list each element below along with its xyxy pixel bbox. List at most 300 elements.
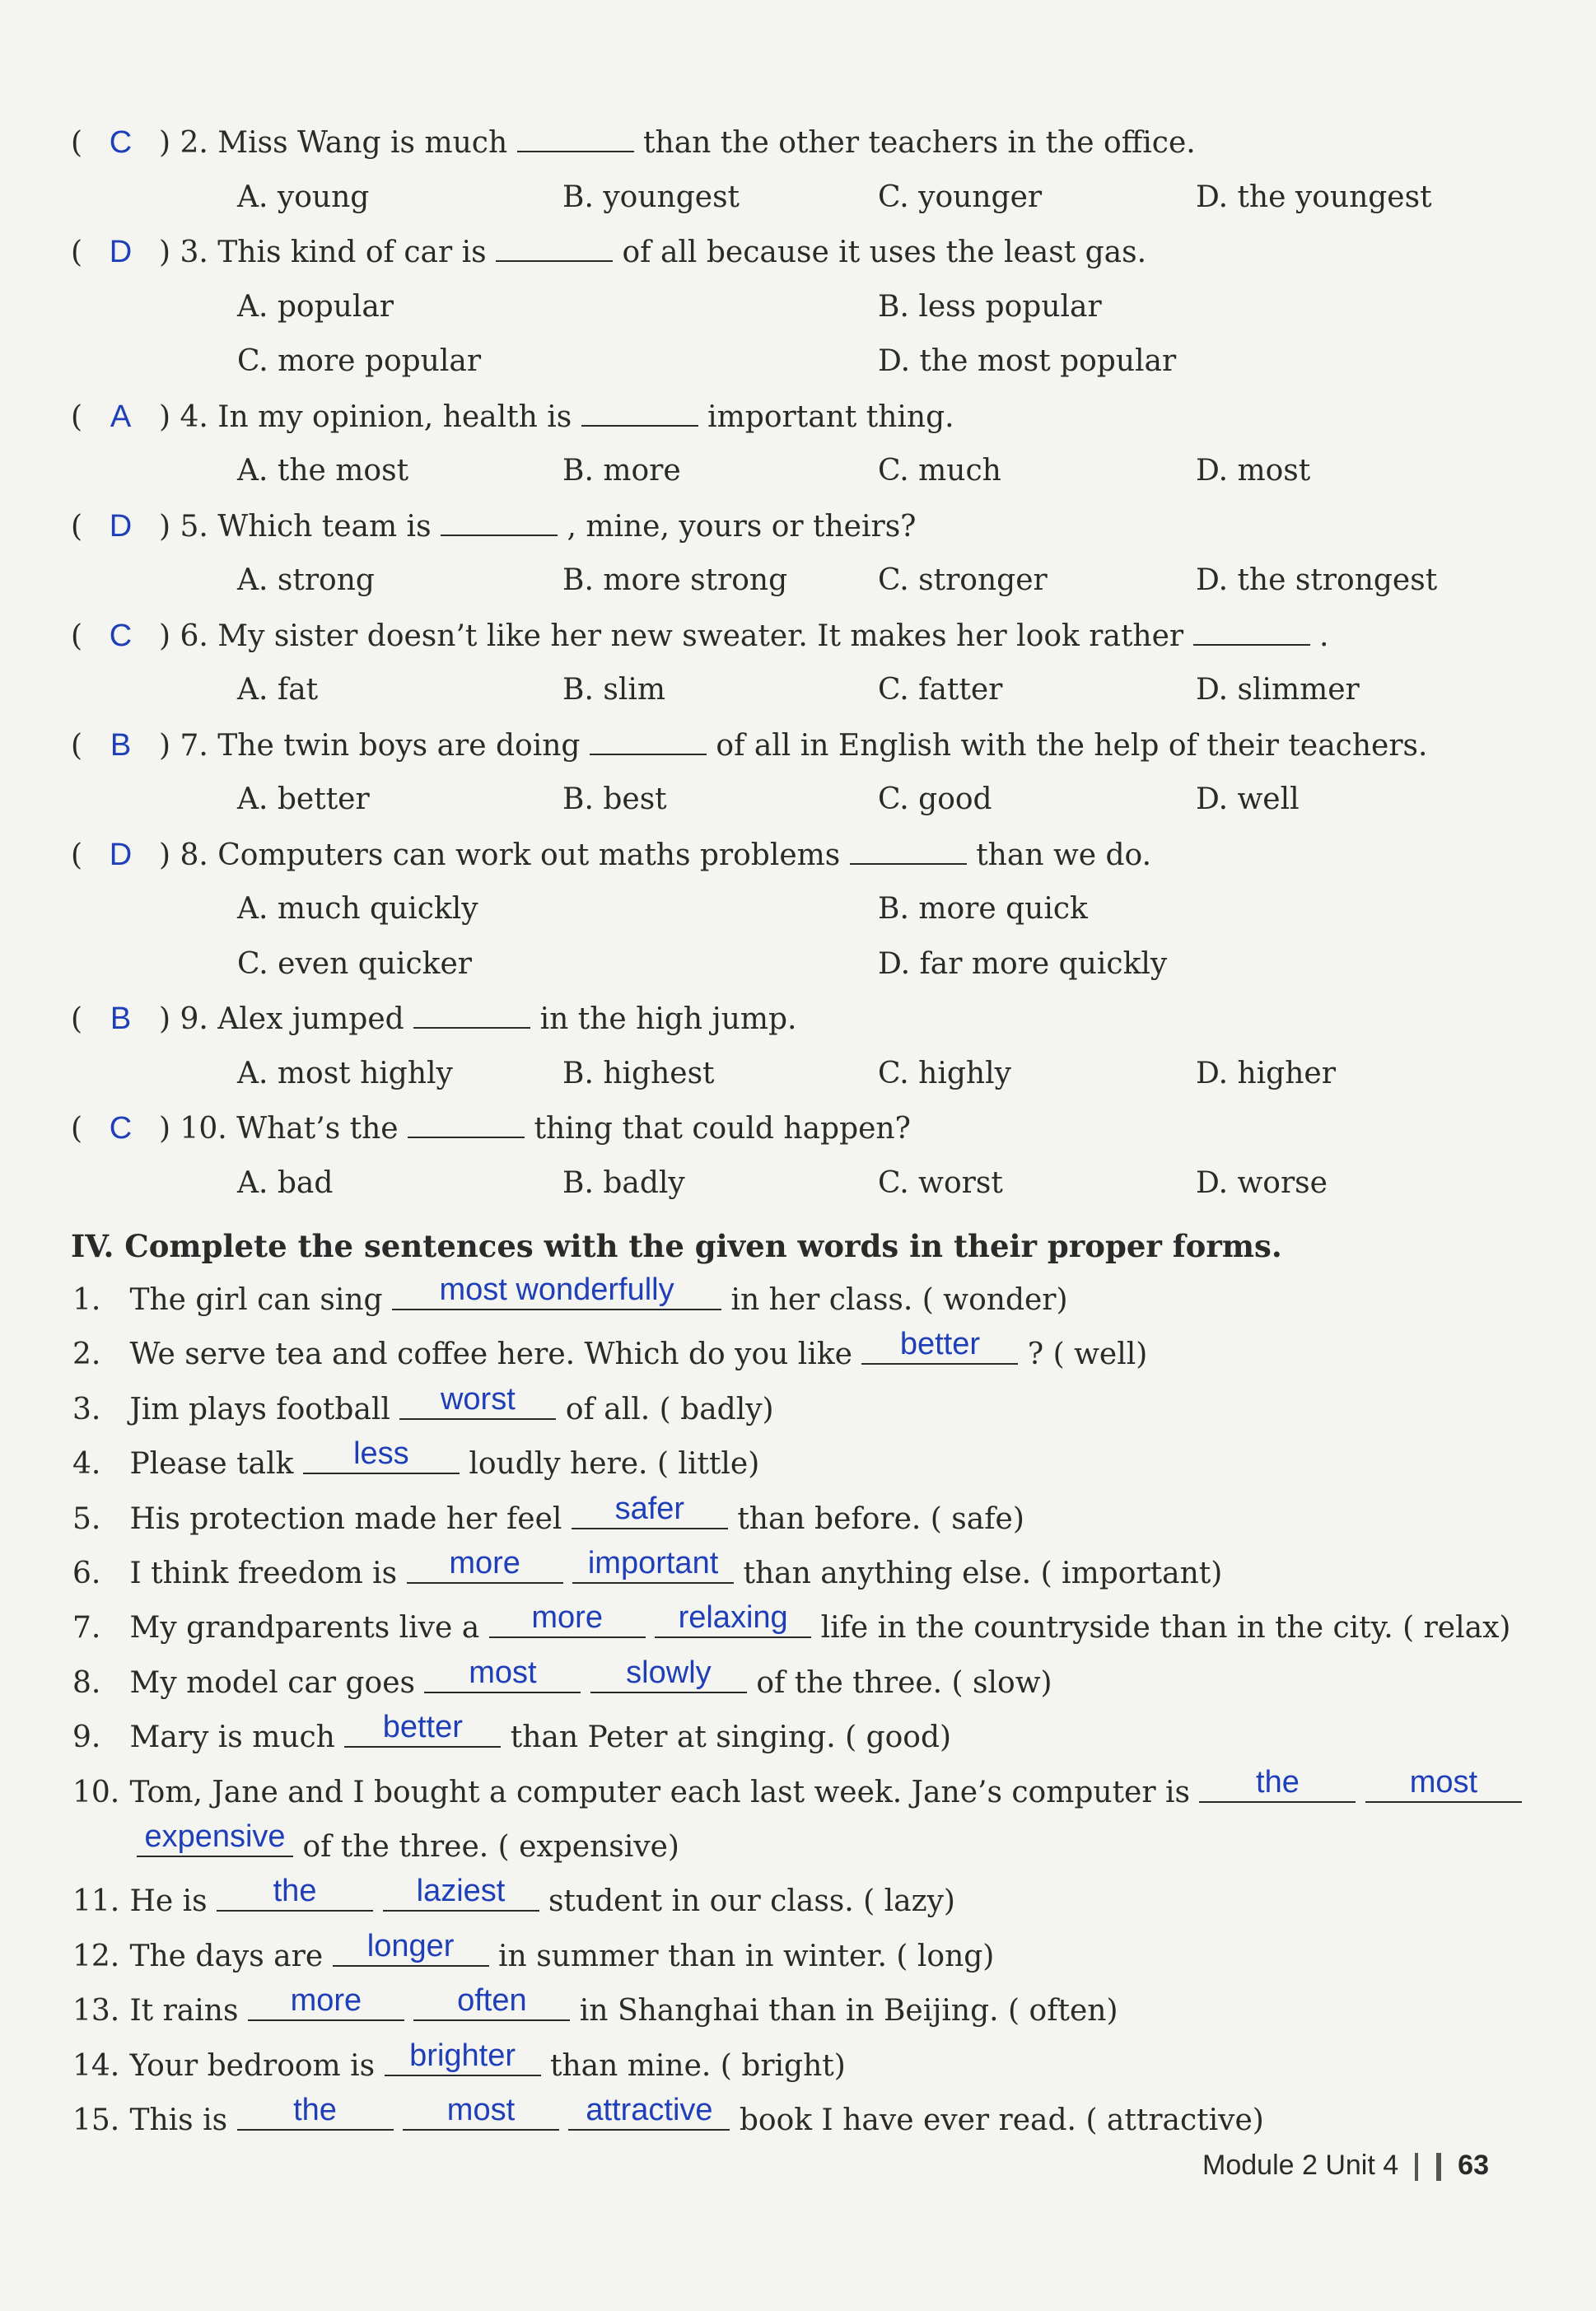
spacer <box>415 1666 424 1700</box>
spacer <box>120 1393 129 1426</box>
spacer <box>646 1611 655 1645</box>
question-spacer <box>208 619 217 653</box>
sentence-text-post: book I have ever read. ( attractive) <box>739 2103 1264 2137</box>
answer-fill <box>333 1928 489 1967</box>
spacer <box>707 729 716 763</box>
sentence-text-post: loudly here. ( little) <box>469 1447 760 1482</box>
question-line <box>71 998 797 1040</box>
question-spacer <box>208 126 217 160</box>
sentence-text-post: than anything else. ( important) <box>743 1557 1223 1590</box>
option: D. well <box>1196 782 1300 816</box>
spacer <box>563 1557 572 1590</box>
spacer <box>1190 1776 1199 1809</box>
spacer <box>539 1884 548 1918</box>
sentence-text-pre: This is <box>129 2103 228 2137</box>
answer-letter: D <box>109 837 133 872</box>
answer-fill-text: less <box>353 1436 409 1472</box>
option: B. youngest <box>562 180 740 214</box>
page-number: 63 <box>1458 2150 1489 2181</box>
answer-fill <box>1365 1764 1522 1803</box>
answer-paren-close: ) <box>149 838 180 872</box>
option: C. younger <box>878 180 1043 214</box>
sentence-line <box>72 1491 1024 1540</box>
option: C. fatter <box>878 673 1003 707</box>
option: C. more popular <box>237 344 482 378</box>
question-line <box>71 506 916 548</box>
sentence-text-pre: Jim plays football <box>129 1392 390 1426</box>
answer-fill-text: most wonderfully <box>439 1272 674 1307</box>
sentence-line <box>72 2093 1264 2141</box>
sentence-number: 15. <box>72 2103 120 2137</box>
question-number: 9. <box>180 1002 208 1036</box>
answer-fill-text: worst <box>440 1381 516 1417</box>
answer-paren-open: ( <box>71 126 92 160</box>
spacer <box>120 1994 129 2028</box>
question-number: 2. <box>180 126 208 160</box>
question-line <box>71 231 1146 273</box>
answer-fill-text: better <box>899 1327 980 1362</box>
answer-fill-text: brighter <box>409 2038 516 2073</box>
answer-blank <box>581 397 698 427</box>
answer-fill-text: safer <box>614 1491 685 1526</box>
question-line <box>71 396 954 438</box>
sentence-text-pre: His protection made her feel <box>129 1501 562 1536</box>
spacer <box>530 1002 539 1036</box>
sentence-number: 7. <box>72 1611 101 1646</box>
option: D. the strongest <box>1196 563 1438 597</box>
question-spacer <box>208 510 217 544</box>
spacer <box>335 1720 344 1754</box>
answer-fill <box>489 1600 646 1638</box>
answer-letter: C <box>109 125 133 160</box>
option: B. best <box>562 782 667 816</box>
spacer <box>479 1611 488 1645</box>
answer-paren-open: ( <box>71 619 92 653</box>
question-number: 7. <box>180 728 208 763</box>
sentence-number: 9. <box>72 1720 101 1755</box>
answer-fill-text: important <box>587 1546 719 1580</box>
spacer <box>556 1393 565 1426</box>
sentence-line <box>72 1546 1223 1594</box>
spacer <box>728 1502 737 1536</box>
sentence-line <box>72 1764 1522 1814</box>
sentence-number: 14. <box>72 2048 120 2083</box>
spacer <box>120 1940 129 1973</box>
sentence-text-pre: My model car goes <box>129 1665 415 1700</box>
option: A. young <box>237 180 370 214</box>
answer-fill <box>861 1327 1018 1365</box>
question-text-pre: Miss Wang is much <box>217 126 508 160</box>
spacer <box>840 838 849 872</box>
question-spacer <box>208 236 217 269</box>
answer-letter: A <box>110 399 132 434</box>
question-text-post: important thing. <box>707 399 954 434</box>
sentence-text-post: in Shanghai than in Beijing. ( often) <box>579 1994 1118 2029</box>
sentence-number: 6. <box>72 1557 101 1590</box>
spacer <box>580 729 589 763</box>
question-text-post: than we do. <box>976 838 1152 872</box>
question-line <box>71 834 1151 876</box>
question-spacer <box>208 1002 217 1036</box>
spacer <box>507 126 516 160</box>
spacer <box>572 400 581 434</box>
spacer <box>120 1338 129 1371</box>
spacer <box>227 2103 236 2137</box>
spacer <box>541 2049 550 2083</box>
spacer <box>120 1557 129 1590</box>
question-text-post: , mine, yours or theirs? <box>567 509 917 544</box>
spacer <box>730 2103 739 2137</box>
spacer <box>1018 1338 1027 1371</box>
answer-fill <box>237 2093 394 2131</box>
question-number: 5. <box>180 509 208 544</box>
option: C. good <box>878 782 992 816</box>
answer-blank <box>413 999 530 1029</box>
answer-fill-text: the <box>273 1874 317 1909</box>
spacer <box>293 1830 302 1864</box>
sentence-text-pre: Tom, Jane and I bought a computer each last week. Jane’s computer is <box>129 1775 1190 1809</box>
answer-paren-close: ) <box>149 728 180 763</box>
option: C. even quicker <box>237 946 472 981</box>
answer-fill-text: attractive <box>586 2093 713 2127</box>
answer-fill-text: the <box>293 2093 337 2127</box>
sentence-line <box>72 1600 1511 1649</box>
sentence-text-pre: It rains <box>129 1994 239 2029</box>
answer-paren-close: ) <box>149 1002 180 1036</box>
spacer <box>120 1611 129 1645</box>
spacer <box>238 1994 247 2028</box>
answer-fill-text: longer <box>366 1928 455 1963</box>
question-number: 3. <box>180 236 208 269</box>
sentence-text-post: ? ( well) <box>1027 1338 1148 1372</box>
option: D. worse <box>1196 1165 1328 1200</box>
option: B. more strong <box>562 563 788 597</box>
answer-fill-text: most <box>1409 1764 1478 1800</box>
answer-fill <box>590 1655 747 1693</box>
option: D. higher <box>1196 1056 1336 1090</box>
sentence-text-pre: Your bedroom is <box>129 2048 376 2083</box>
sentence-line <box>72 1928 995 1977</box>
page-footer <box>1202 2150 1489 2182</box>
question-text-post: than the other teachers in the office. <box>643 126 1196 160</box>
spacer <box>399 1112 408 1146</box>
option: A. bad <box>237 1165 334 1200</box>
option: A. most highly <box>237 1056 453 1090</box>
question-text-post: . <box>1319 619 1329 653</box>
question-text-post: in the high jump. <box>539 1002 797 1036</box>
answer-fill <box>399 1381 556 1420</box>
option: D. slimmer <box>1196 673 1360 707</box>
answer-fill-text: the <box>1256 1764 1300 1800</box>
sentence-text-post: than Peter at singing. ( good) <box>510 1720 952 1755</box>
option: B. more <box>562 454 681 488</box>
spacer <box>120 1720 129 1754</box>
question-text-pre: The twin boys are doing <box>217 728 581 763</box>
option: B. slim <box>562 673 665 707</box>
question-number: 8. <box>180 838 208 872</box>
spacer <box>323 1940 332 1973</box>
question-text-post: thing that could happen? <box>534 1112 911 1146</box>
answer-fill-text: often <box>457 1983 527 2019</box>
answer-blank <box>408 1109 525 1138</box>
sentence-line <box>72 1272 1068 1321</box>
answer-fill <box>137 1819 293 1857</box>
sentence-text-post: than before. ( safe) <box>737 1501 1024 1536</box>
sentence-text-pre: My grandparents live a <box>129 1611 480 1646</box>
option: B. badly <box>562 1165 685 1200</box>
option: C. much <box>878 454 1001 488</box>
answer-paren-open: ( <box>71 1112 92 1146</box>
spacer <box>120 1666 129 1700</box>
answer-fill-text: slowly <box>626 1655 712 1690</box>
answer-blank <box>590 726 707 755</box>
sentence-text-post: life in the countryside than in the city. ( relax) <box>820 1611 1511 1646</box>
answer-fill <box>1199 1764 1356 1803</box>
spacer <box>120 1776 129 1809</box>
question-text-pre: What’s the <box>236 1112 399 1146</box>
sentence-number: 11. <box>72 1884 120 1919</box>
option: D. the most popular <box>878 344 1177 378</box>
answer-fill-text: expensive <box>144 1819 286 1854</box>
sentence-number: 13. <box>72 1994 120 2029</box>
question-text-post: of all in English with the help of their teachers. <box>716 728 1428 763</box>
answer-paren-close: ) <box>149 509 180 544</box>
answer-fill <box>392 1272 721 1310</box>
spacer <box>293 1447 302 1481</box>
spacer <box>487 236 496 269</box>
sentence-text-post: in her class. ( wonder) <box>730 1283 1068 1317</box>
question-text-pre: In my opinion, health is <box>217 399 572 434</box>
answer-paren-close: ) <box>149 126 180 160</box>
option: A. the most <box>237 454 409 488</box>
answer-letter: C <box>109 1111 133 1146</box>
answer-paren-close: ) <box>149 236 180 269</box>
question-text-pre: Computers can work out maths problems <box>217 838 841 872</box>
sentence-text-pre: I think freedom is <box>129 1557 398 1590</box>
question-line <box>71 615 1329 657</box>
answer-letter: D <box>109 508 133 544</box>
question-text-pre: This kind of car is <box>217 236 487 269</box>
spacer <box>394 2103 403 2137</box>
spacer <box>120 1283 129 1317</box>
spacer <box>460 1447 469 1481</box>
answer-fill <box>217 1874 373 1912</box>
spacer <box>501 1720 510 1754</box>
answer-paren-open: ( <box>71 236 92 269</box>
answer-blank <box>441 507 558 536</box>
spacer <box>581 1666 590 1700</box>
answer-paren-close: ) <box>149 1112 180 1146</box>
spacer <box>120 1502 129 1536</box>
question-number: 6. <box>180 619 208 653</box>
spacer <box>120 2049 129 2083</box>
sentence-number: 4. <box>72 1447 101 1482</box>
spacer <box>397 1557 406 1590</box>
option: A. fat <box>237 673 319 707</box>
option: B. less popular <box>878 289 1102 324</box>
sentence-line <box>72 1710 952 1758</box>
spacer <box>852 1338 861 1371</box>
sentence-line <box>72 1874 955 1922</box>
spacer <box>967 838 976 872</box>
section-iv-title: IV. Complete the sentences with the given words in their proper forms. <box>71 1228 1282 1264</box>
option: B. more quick <box>878 892 1088 926</box>
sentence-line <box>137 1819 679 1868</box>
option: C. highly <box>878 1056 1011 1090</box>
option: A. better <box>237 782 370 816</box>
spacer <box>432 510 441 544</box>
spacer <box>375 2049 384 2083</box>
option: A. much quickly <box>237 892 478 926</box>
sentence-number: 3. <box>72 1392 101 1426</box>
answer-paren-open: ( <box>71 728 92 763</box>
answer-letter: D <box>109 235 133 269</box>
sentence-text-post: of the three. ( slow) <box>756 1665 1052 1700</box>
answer-paren-open: ( <box>71 838 92 872</box>
sentence-number: 10. <box>72 1775 120 1809</box>
answer-fill <box>303 1436 460 1474</box>
sentence-line <box>72 1436 760 1485</box>
answer-fill-text: more <box>449 1546 520 1580</box>
spacer <box>373 1884 382 1918</box>
option: D. far more quickly <box>878 946 1168 981</box>
sentence-number: 12. <box>72 1939 120 1973</box>
answer-fill <box>572 1546 734 1584</box>
answer-paren-open: ( <box>71 399 92 434</box>
spacer <box>120 2103 129 2137</box>
question-line <box>71 122 1196 164</box>
answer-blank <box>850 835 967 865</box>
sentence-number: 5. <box>72 1501 101 1536</box>
option: D. most <box>1196 454 1311 488</box>
spacer <box>570 1994 579 2028</box>
spacer <box>120 1447 129 1481</box>
spacer <box>698 400 707 434</box>
answer-fill <box>407 1546 563 1584</box>
answer-fill <box>655 1600 811 1638</box>
spacer <box>489 1940 498 1973</box>
sentence-line <box>72 1381 774 1431</box>
question-spacer <box>208 400 217 434</box>
spacer <box>525 1112 534 1146</box>
spacer <box>562 1502 571 1536</box>
spacer <box>404 1994 413 2028</box>
sentence-text-pre: Please talk <box>129 1447 294 1482</box>
sentence-line <box>72 2038 846 2087</box>
spacer <box>613 236 622 269</box>
footer-unit: Module 2 Unit 4 <box>1202 2150 1399 2181</box>
answer-blank <box>1193 616 1310 646</box>
option: A. strong <box>237 563 375 597</box>
spacer <box>558 510 567 544</box>
answer-blank <box>496 232 613 262</box>
spacer <box>747 1666 756 1700</box>
answer-fill <box>568 2093 730 2131</box>
spacer <box>383 1283 392 1317</box>
question-spacer <box>208 838 217 872</box>
sentence-text-pre: The girl can sing <box>129 1283 383 1317</box>
answer-fill-text: most <box>469 1655 537 1690</box>
spacer <box>734 1557 743 1590</box>
answer-fill <box>385 2038 541 2076</box>
sentence-text-post: than mine. ( bright) <box>550 2048 846 2083</box>
answer-letter: B <box>110 727 132 763</box>
sentence-line <box>72 1983 1118 2032</box>
question-spacer <box>208 729 217 763</box>
answer-fill <box>344 1710 501 1748</box>
answer-letter: C <box>109 618 133 653</box>
answer-fill <box>572 1491 728 1529</box>
answer-paren-close: ) <box>149 619 180 653</box>
option: A. popular <box>237 289 394 324</box>
spacer <box>721 1283 730 1317</box>
sentence-number: 1. <box>72 1283 101 1317</box>
answer-blank <box>517 123 634 152</box>
option: C. stronger <box>878 563 1048 597</box>
spacer <box>559 2103 568 2137</box>
option: B. highest <box>562 1056 715 1090</box>
sentence-text-pre: We serve tea and coffee here. Which do you like <box>129 1338 852 1372</box>
spacer <box>120 1884 129 1918</box>
question-spacer <box>227 1112 236 1146</box>
answer-fill-text: more <box>531 1600 603 1636</box>
spacer <box>208 1884 217 1918</box>
option: D. the youngest <box>1196 180 1432 214</box>
spacer <box>1183 619 1192 653</box>
spacer <box>634 126 643 160</box>
sentence-text-post: of the three. ( expensive) <box>302 1830 679 1864</box>
spacer <box>404 1002 413 1036</box>
answer-paren-open: ( <box>71 509 92 544</box>
answer-fill-text: relaxing <box>678 1600 788 1636</box>
spacer <box>1356 1776 1365 1809</box>
answer-fill <box>248 1983 404 2021</box>
answer-fill-text: better <box>382 1710 463 1745</box>
answer-paren-open: ( <box>71 1002 92 1036</box>
question-text-pre: Which team is <box>217 509 432 544</box>
sentence-text-post: student in our class. ( lazy) <box>548 1884 955 1919</box>
answer-fill <box>383 1874 539 1912</box>
footer-divider-icon <box>1415 2153 1441 2181</box>
question-number: 10. <box>180 1112 227 1146</box>
answer-fill <box>413 1983 570 2021</box>
answer-fill-text: laziest <box>416 1874 506 1909</box>
question-line <box>71 725 1427 767</box>
answer-fill-text: more <box>290 1983 362 2019</box>
question-text-post: of all because it uses the least gas. <box>622 236 1147 269</box>
question-line <box>71 1108 911 1150</box>
sentence-text-pre: Mary is much <box>129 1720 335 1755</box>
sentence-text-pre: He is <box>129 1884 208 1919</box>
answer-letter: B <box>110 1001 132 1036</box>
sentence-line <box>72 1327 1148 1375</box>
sentence-line <box>72 1655 1052 1704</box>
sentence-number: 2. <box>72 1338 101 1372</box>
option: C. worst <box>878 1165 1003 1200</box>
spacer <box>390 1393 399 1426</box>
sentence-text-post: in summer than in winter. ( long) <box>498 1939 995 1973</box>
answer-fill <box>403 2093 559 2131</box>
sentence-text-post: of all. ( badly) <box>565 1392 774 1426</box>
spacer <box>1310 619 1319 653</box>
question-number: 4. <box>180 399 208 434</box>
sentence-text-pre: The days are <box>129 1939 324 1973</box>
answer-fill <box>424 1655 581 1693</box>
answer-fill-text: most <box>446 2093 516 2127</box>
spacer <box>811 1611 820 1645</box>
question-text-pre: My sister doesn’t like her new sweater. It makes her look rather <box>217 619 1184 653</box>
sentence-number: 8. <box>72 1665 101 1700</box>
